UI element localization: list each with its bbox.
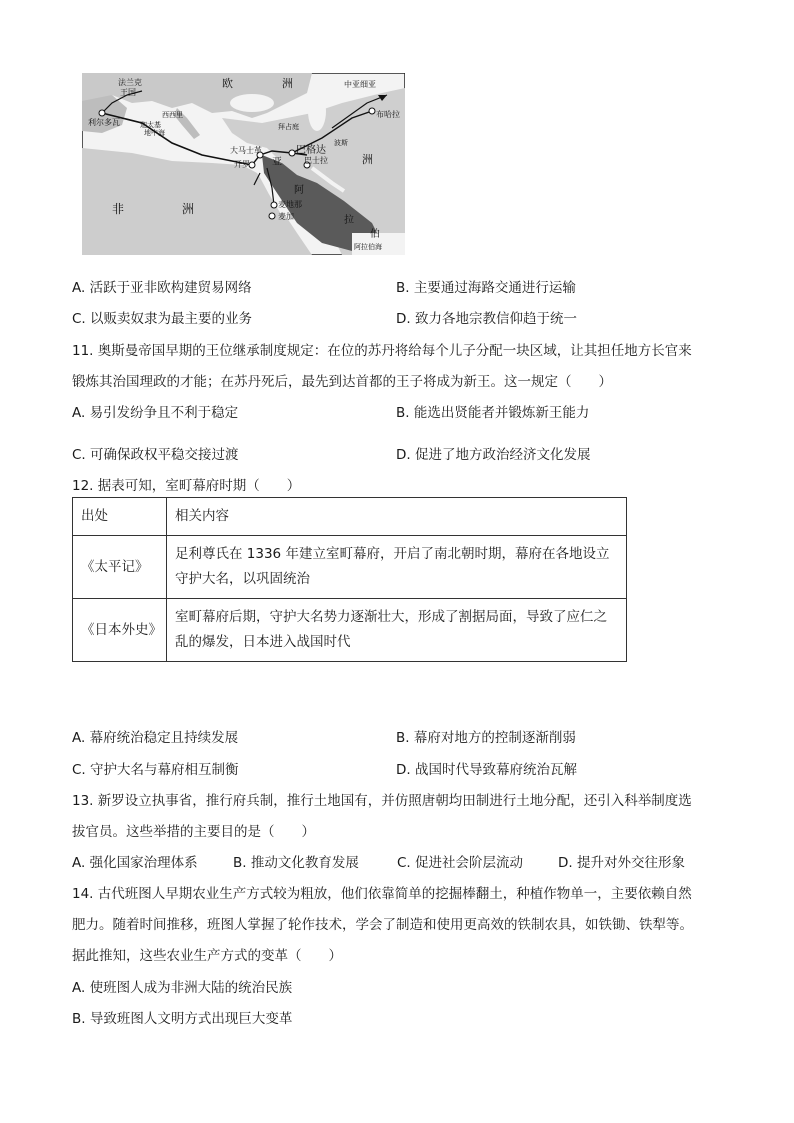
q11-option-a: A. 易引发纷争且不利于稳定 xyxy=(72,405,239,421)
map-label-mecca: 麦加 xyxy=(278,212,294,221)
map-label-bukhara: 布哈拉 xyxy=(376,110,400,119)
map-label-bo: 伯 xyxy=(370,229,380,240)
q10-option-b: B. 主要通过海路交通进行运输 xyxy=(396,280,576,296)
map-label-mediterranean: 地中海 xyxy=(144,129,165,137)
map-label-damascus: 大马士革 xyxy=(230,146,262,155)
map-label-medina: 麦地那 xyxy=(278,200,302,209)
q12-table xyxy=(72,497,627,662)
q12-option-c: C. 守护大名与幕府相互制衡 xyxy=(72,762,239,778)
q11-stem-line2: 锻炼其治国理政的才能；在苏丹死后，最先到达首都的王子将成为新王。这一规定（ ） xyxy=(72,374,612,390)
q14-stem-line2: 肥力。随着时间推移，班图人掌握了轮作技术，学会了制造和使用更高效的铁制农具，如铁锄、铁犁等。 xyxy=(72,917,693,933)
q13-stem-line2: 拔官员。这些举措的主要目的是（ ） xyxy=(72,824,315,840)
q11-option-b: B. 能选出贤能者并锻炼新王能力 xyxy=(396,405,590,421)
map-label-carthage: 迦太基 xyxy=(140,121,161,129)
map-label-europe: 欧 xyxy=(222,77,233,90)
q13-option-a: A. 强化国家治理体系 xyxy=(72,855,198,871)
q12-stem: 12. 据表可知，室町幕府时期（ ） xyxy=(72,478,301,494)
q12-option-b: B. 幕府对地方的控制逐渐削弱 xyxy=(396,730,576,746)
map-label-ligurian: 利尔多瓦 xyxy=(88,118,120,127)
q14-option-a: A. 使班图人成为非洲大陆的统治民族 xyxy=(72,980,293,996)
map-label-asia2: 洲 xyxy=(362,153,373,166)
q13-stem-line1: 13. 新罗设立执事省，推行府兵制，推行土地国有，并仿照唐朝均田制进行土地分配，还引入科举制度选 xyxy=(72,793,692,809)
q11-stem-line1: 11. 奥斯曼帝国早期的王位继承制度规定：在位的苏丹将给每个儿子分配一块区域，让其担任地方长官来 xyxy=(72,343,692,359)
map-label-central-asia: 中亚细亚 xyxy=(344,80,376,89)
map-label-byzantine: 拜占庭 xyxy=(278,123,299,131)
map-label-kingdom: 王国 xyxy=(120,88,136,97)
q10-option-c: C. 以贩卖奴隶为最主要的业务 xyxy=(72,311,253,327)
table-cell-content: 室町幕府后期，守护大名势力逐渐壮大，形成了割据局面，导致了应仁之乱的爆发，日本进入战国时代 xyxy=(167,599,627,662)
q14-stem-line1: 14. 古代班图人早期农业生产方式较为粗放，他们依靠简单的挖掘棒翻土，种植作物单一，主要依赖自然 xyxy=(72,886,692,902)
table-cell-source: 《太平记》 xyxy=(73,536,167,599)
table-cell-content: 足利尊氏在 1336 年建立室町幕府，开启了南北朝时期，幕府在各地设立守护大名，以巩固统治 xyxy=(167,536,627,599)
map-label-sicily: 西西里 xyxy=(162,111,183,119)
q12-option-d: D. 战国时代导致幕府统治瓦解 xyxy=(396,762,577,778)
table-cell-source: 《日本外史》 xyxy=(73,599,167,662)
map-label-arabian-sea: 阿拉伯海 xyxy=(354,243,382,251)
q10-option-d: D. 致力各地宗教信仰趋于统一 xyxy=(396,311,577,327)
table-row xyxy=(73,599,627,662)
q14-option-b: B. 导致班图人文明方式出现巨大变革 xyxy=(72,1011,293,1027)
map-label-basra: 巴士拉 xyxy=(304,156,328,165)
map-label-europe2: 洲 xyxy=(282,77,293,90)
table-header-row xyxy=(73,498,627,536)
map-label-baghdad: 巴格达 xyxy=(296,145,326,156)
table-header-source: 出处 xyxy=(73,498,167,536)
map-label-persian: 波斯 xyxy=(334,139,348,147)
map-label-africa1: 非 xyxy=(112,202,125,216)
table-header-content: 相关内容 xyxy=(167,498,627,536)
q14-stem-line3: 据此推知，这些农业生产方式的变革（ ） xyxy=(72,948,342,964)
q13-option-b: B. 推动文化教育发展 xyxy=(233,855,359,871)
q11-option-c: C. 可确保政权平稳交接过渡 xyxy=(72,447,239,463)
map-label-a: 阿 xyxy=(294,185,304,196)
q11-option-d: D. 促进了地方政治经济文化发展 xyxy=(396,447,591,463)
map-label-africa2: 洲 xyxy=(182,202,195,216)
q13-option-d: D. 提升对外交往形象 xyxy=(558,855,685,871)
map-label-france: 法兰克 xyxy=(118,78,142,87)
q10-option-a: A. 活跃于亚非欧构建贸易网络 xyxy=(72,280,252,296)
table-row xyxy=(73,536,627,599)
map-label-ara: 拉 xyxy=(344,215,354,226)
q13-option-c: C. 促进社会阶层流动 xyxy=(397,855,524,871)
trade-route-map xyxy=(82,73,405,255)
map-label-cairo: 开罗 xyxy=(234,160,250,169)
map-label-asia1: 亚 xyxy=(272,157,282,168)
q12-option-a: A. 幕府统治稳定且持续发展 xyxy=(72,730,239,746)
